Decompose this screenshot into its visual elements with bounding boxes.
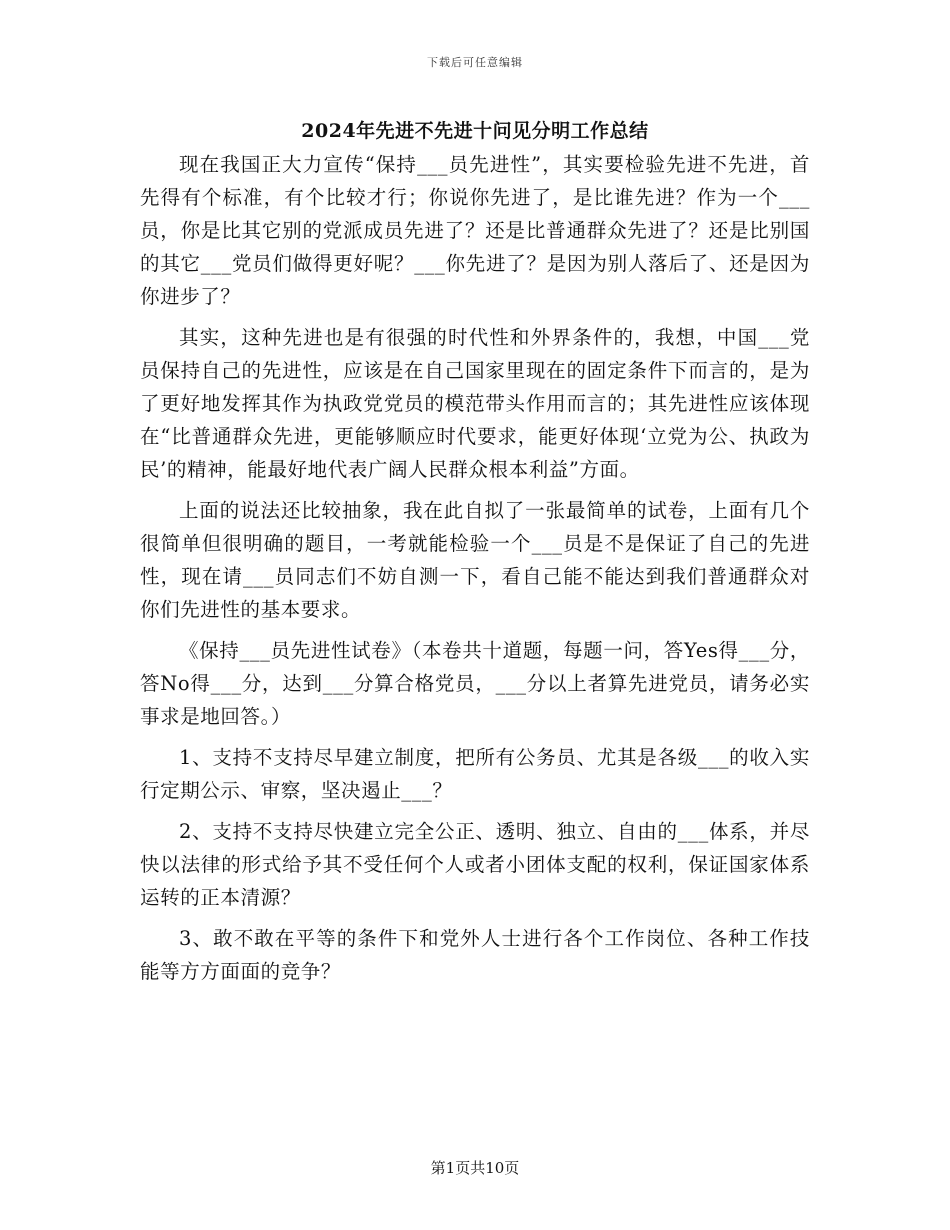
paragraph: 上面的说法还比较抽象，我在此自拟了一张最简单的试卷，上面有几个很简单但很明确的题目，一考就能检验一个___员是不是保证了自己的先进性，现在请___员同志们不妨自测一下，看自己能不能达到我们普通群众对你们先进性的基本要求。 (140, 499, 810, 621)
document-title: 2024年先进不先进十问见分明工作总结 (301, 120, 649, 142)
page-number: 第1页共10页 (430, 1159, 520, 1177)
question-item: 3、敢不敢在平等的条件下和党外人士进行各个工作岗位、各种工作技能等方方面面的竞争？ (140, 927, 810, 983)
paragraph: 其实，这种先进也是有很强的时代性和外界条件的，我想，中国___党员保持自己的先进性，应该是在自己国家里现在的固定条件下而言的，是为了更好地发挥其作为执政党党员的模范带头作用而言的；其先进性应该体现在“比普通群众先进，更能够顺应时代要求，能更好体现‘立党为公、执政为民’的精神，能最好地代表广阔人民群众根本利益”方面。 (140, 326, 810, 481)
page-header-note: 下载后可任意编辑 (427, 56, 523, 69)
question-item: 1、支持不支持尽早建立制度，把所有公务员、尤其是各级___的收入实行定期公示、审察，坚决遏止___？ (140, 746, 810, 802)
document-body (140, 148, 810, 996)
paragraph: 《保持___员先进性试卷》（本卷共十道题，每题一问，答Yes得___分，答No得___分，达到___分算合格党员，___分以上者算先进党员，请务必实事求是地回答。） (140, 639, 810, 728)
paragraph: 现在我国正大力宣传“保持___员先进性”，其实要检验先进不先进，首先得有个标准，有个比较才行；你说你先进了，是比谁先进？作为一个___员，你是比其它别的党派成员先进了？还是比普通群众先进了？还是比别国的其它___党员们做得更好呢？___你先进了？是因为别人落后了、还是因为你进步了？ (140, 153, 810, 308)
question-item: 2、支持不支持尽快建立完全公正、透明、独立、自由的___体系，并尽快以法律的形式给予其不受任何个人或者小团体支配的权利，保证国家体系运转的正本清源？ (140, 820, 810, 909)
